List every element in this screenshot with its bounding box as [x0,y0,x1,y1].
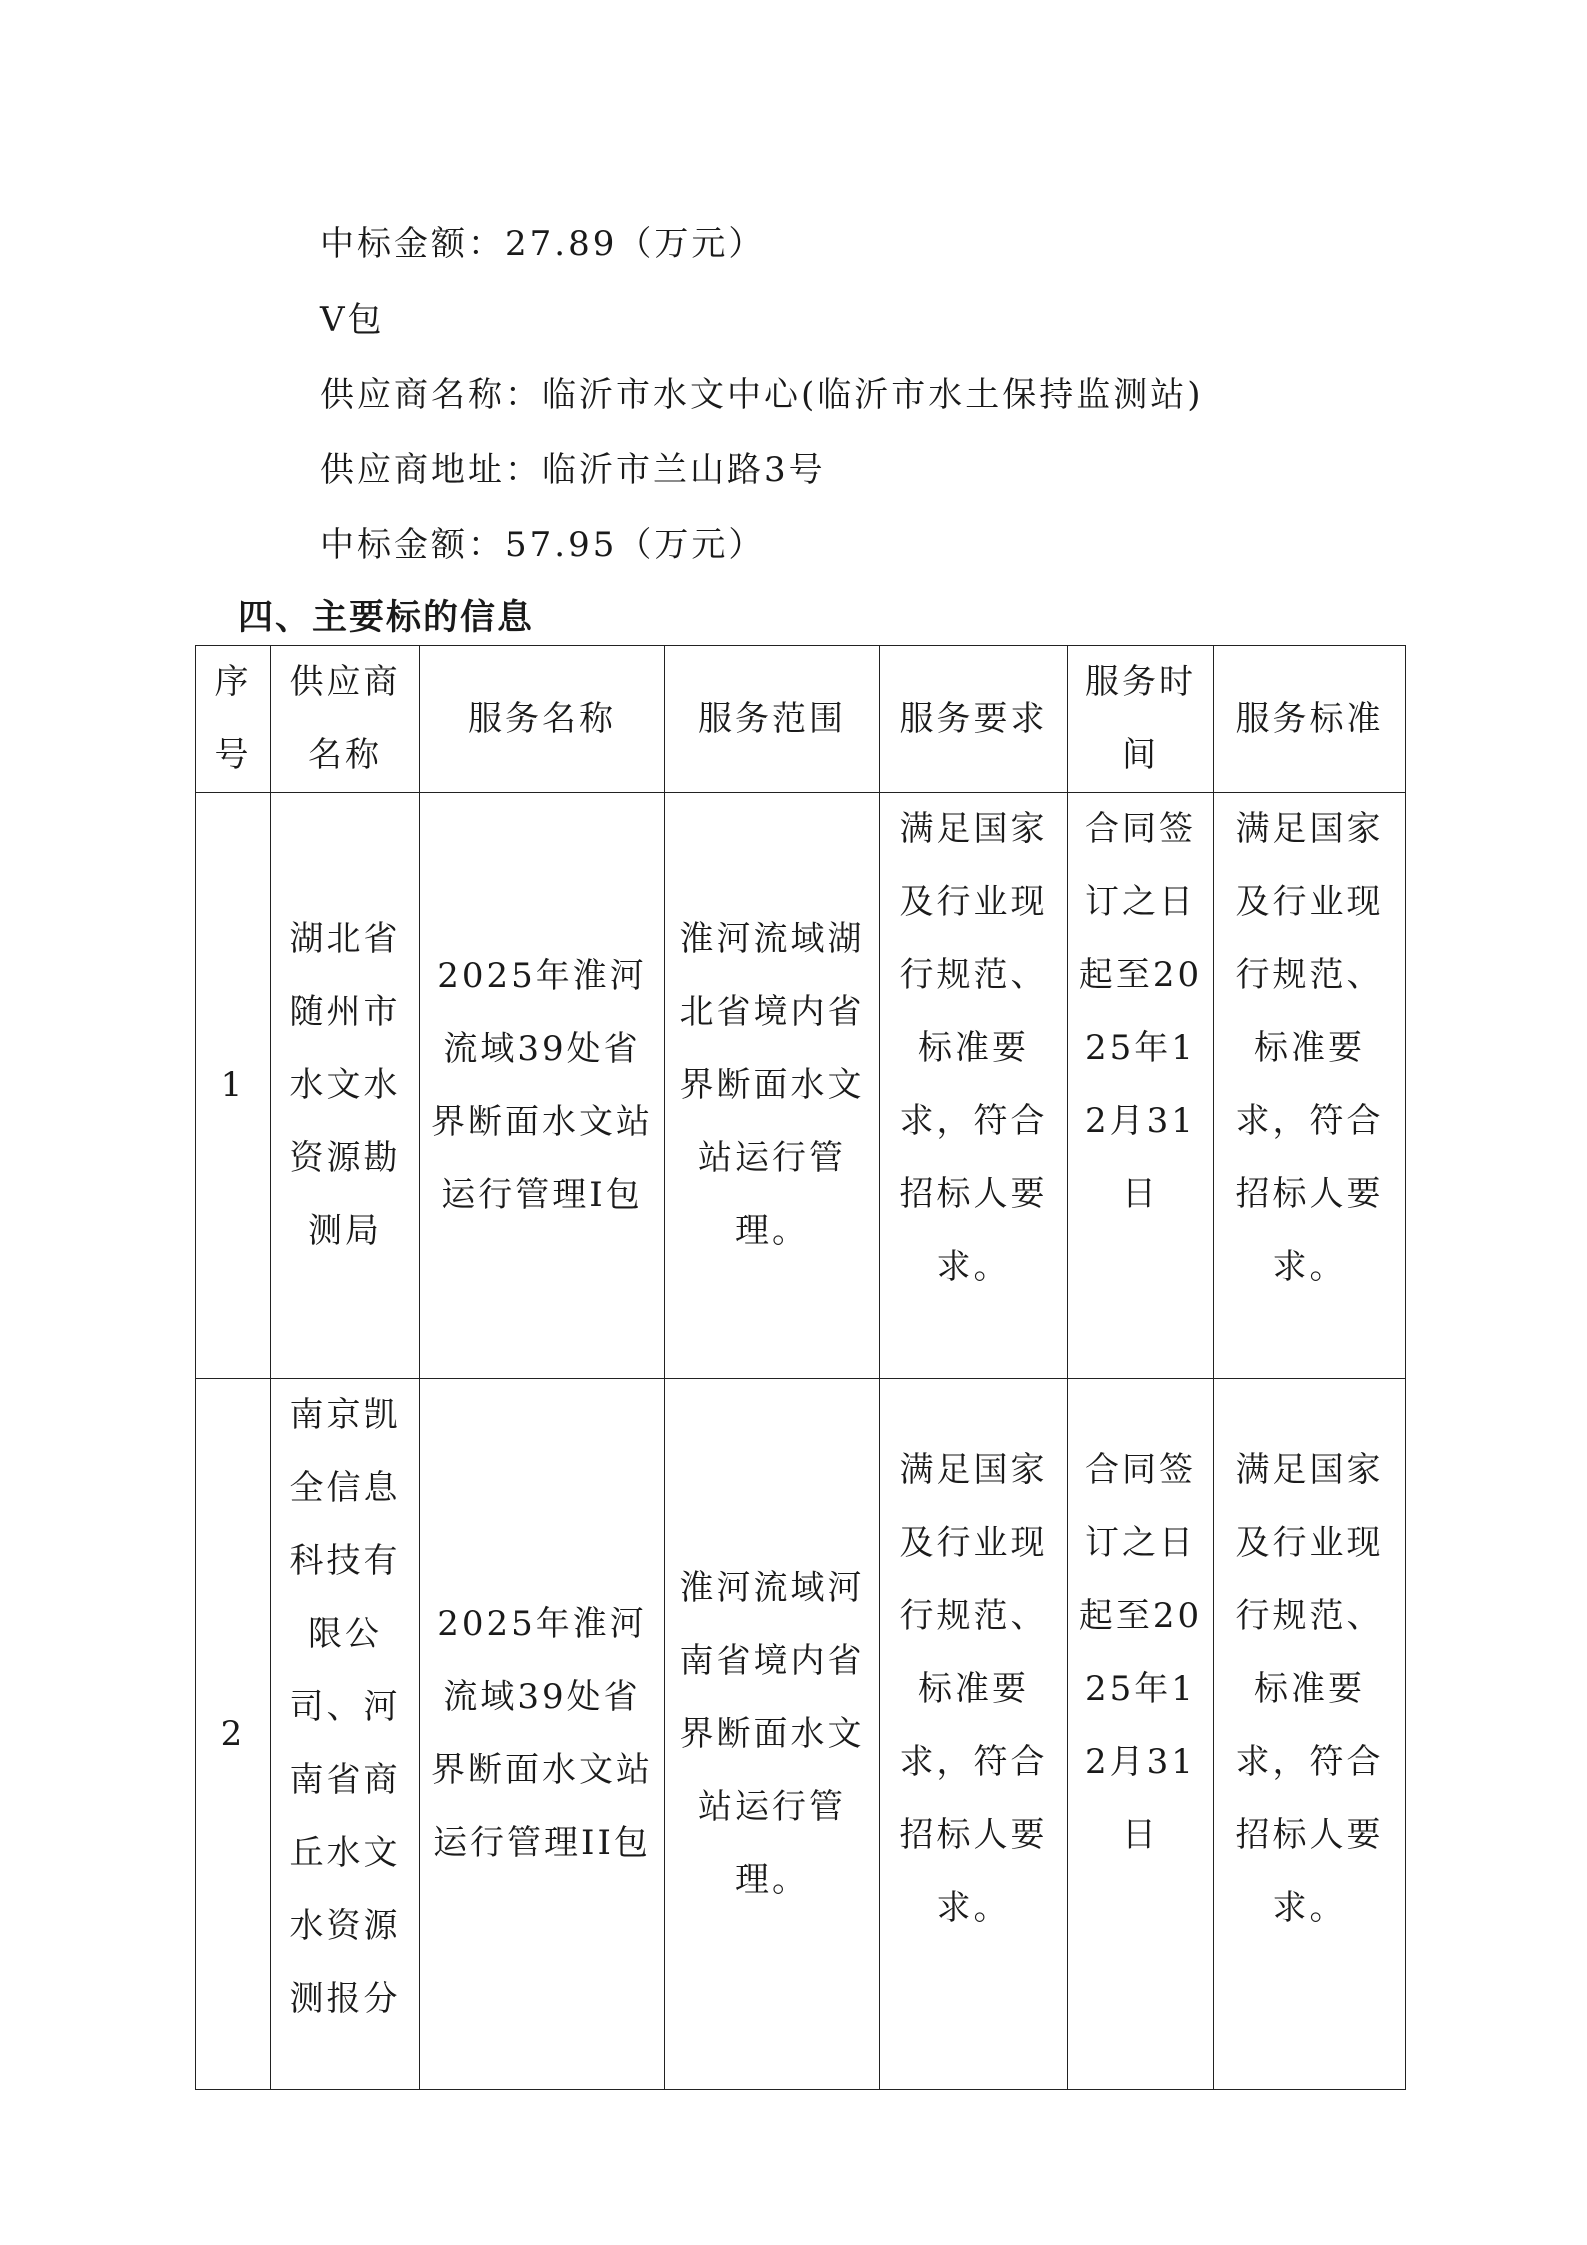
cell-service-name: 2025年淮河流域39处省界断面水文站运行管理I包 [420,793,665,1379]
cell-supplier: 南京凯全信息科技有限公司、河南省商丘水文水资源测报分 [271,1379,420,2090]
supplier-address-line: 供应商地址：临沂市兰山路3号 [320,450,826,490]
award-amount-line: 中标金额：57.95（万元） [320,525,766,565]
cell-service-scope: 淮河流域河南省境内省界断面水文站运行管理。 [665,1379,880,2090]
award-amount-line: 中标金额：27.89（万元） [320,224,766,264]
cell-service-time: 合同签订之日起至2025年12月31日 [1068,793,1214,1379]
table-row [196,793,1406,1379]
header-service-scope: 服务范围 [665,646,880,793]
cell-service-standard: 满足国家及行业现行规范、标准要求，符合招标人要求。 [1214,1379,1406,2090]
supplier-name-line: 供应商名称：临沂市水文中心(临沂市水土保持监测站) [320,375,1204,415]
cell-service-standard: 满足国家及行业现行规范、标准要求，符合招标人要求。 [1214,793,1406,1379]
header-supplier: 供应商名称 [271,646,420,793]
header-service-time: 服务时间 [1068,646,1214,793]
table-header-row [196,646,1406,793]
cell-service-scope: 淮河流域湖北省境内省界断面水文站运行管理。 [665,793,880,1379]
header-index: 序号 [196,646,271,793]
section-heading: 四、主要标的信息 [238,598,535,638]
cell-service-time: 合同签订之日起至2025年12月31日 [1068,1379,1214,2090]
cell-supplier: 湖北省随州市水文水资源勘测局 [271,793,420,1379]
cell-index: 2 [196,1379,271,2090]
header-service-standard: 服务标准 [1214,646,1406,793]
main-subject-table [195,645,1406,2090]
table-row [196,1379,1406,2090]
header-service-name: 服务名称 [420,646,665,793]
header-service-requirement: 服务要求 [880,646,1068,793]
cell-service-requirement: 满足国家及行业现行规范、标准要求，符合招标人要求。 [880,1379,1068,2090]
package-label: V包 [320,300,385,340]
cell-service-name: 2025年淮河流域39处省界断面水文站运行管理II包 [420,1379,665,2090]
cell-service-requirement: 满足国家及行业现行规范、标准要求，符合招标人要求。 [880,793,1068,1379]
cell-index: 1 [196,793,271,1379]
